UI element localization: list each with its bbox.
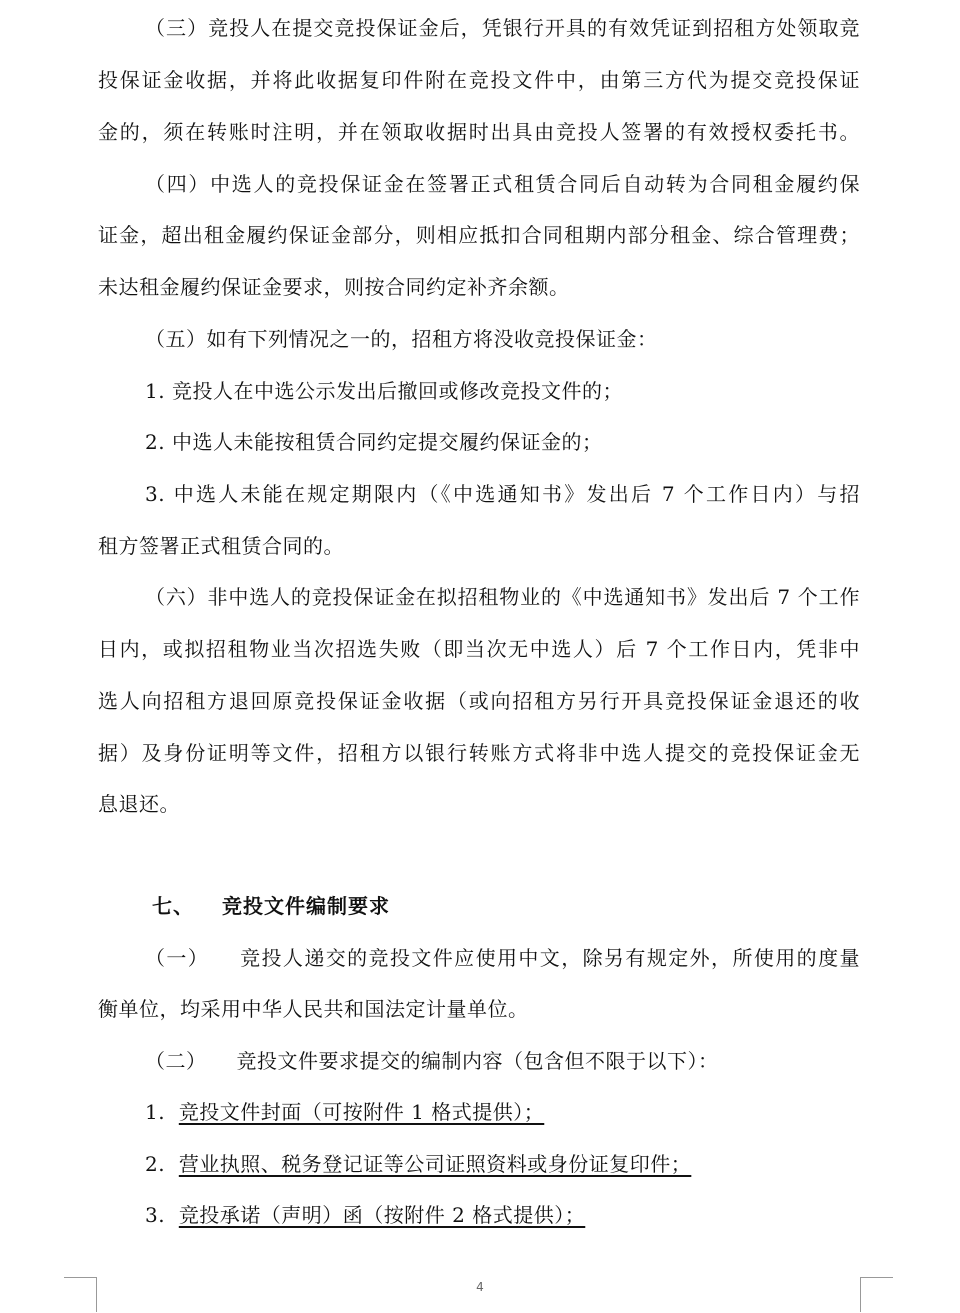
paragraph-line: 金的，须在转账时注明，并在领取收据时出具由竞投人签署的有效授权委托书。 (98, 120, 860, 144)
list-number: 1. (145, 1100, 166, 1124)
list-item (145, 1202, 860, 1228)
item-text: 竞投人递交的竞投文件应使用中文，除另有规定外，所使用的度量 (239, 946, 860, 970)
list-item: 1. 竞投人在中选公示发出后撤回或修改竞投文件的； (145, 379, 623, 403)
paragraph-line: 衡单位，均采用中华人民共和国法定计量单位。 (98, 997, 529, 1021)
paragraph-line: （三）竞投人在提交竞投保证金后，凭银行开具的有效凭证到招租方处领取竞 (145, 16, 860, 40)
paragraph-line (145, 945, 860, 971)
list-item: 租方签署正式租赁合同的。 (98, 534, 344, 558)
list-text: 竞投承诺（声明）函（按附件 2 格式提供）； (178, 1203, 586, 1227)
paragraph-line: 息退还。 (98, 792, 180, 816)
paragraph-line: （四）中选人的竞投保证金在签署正式租赁合同后自动转为合同租金履约保 (145, 172, 860, 196)
list-item: 3. 中选人未能在规定期限内（《中选通知书》发出后 7 个工作日内）与招 (145, 482, 860, 506)
paragraph-line: 据）及身份证明等文件，招租方以银行转账方式将非中选人提交的竞投保证金无 (98, 741, 860, 765)
paragraph-line: 选人向招租方退回原竞投保证金收据（或向招租方另行开具竞投保证金退还的收 (98, 689, 860, 713)
list-item (145, 1151, 860, 1177)
paragraph-line: 证金，超出租金履约保证金部分，则相应抵扣合同租期内部分租金、综合管理费； (98, 223, 860, 247)
section-title: 竞投文件编制要求 (222, 894, 390, 918)
section-heading (152, 893, 390, 919)
list-text: 竞投文件封面（可按附件 1 格式提供）； (178, 1100, 545, 1124)
list-number: 2. (145, 1152, 166, 1176)
item-label: （一） (145, 946, 210, 970)
item-text: 竞投文件要求提交的编制内容（包含但不限于以下）： (236, 1049, 719, 1073)
list-text: 营业执照、税务登记证等公司证照资料或身份证复印件； (178, 1152, 692, 1176)
list-item: 2. 中选人未能按租赁合同约定提交履约保证金的； (145, 430, 603, 454)
paragraph-line: 未达租金履约保证金要求，则按合同约定补齐余额。 (98, 275, 570, 299)
page-number: 4 (476, 1280, 484, 1294)
list-item (145, 1099, 860, 1125)
section-number: 七、 (152, 894, 194, 918)
list-number: 3. (145, 1203, 166, 1227)
paragraph-line: 投保证金收据，并将此收据复印件附在竞投文件中，由第三方代为提交竞投保证 (98, 68, 860, 92)
paragraph-line: （六）非中选人的竞投保证金在拟招租物业的《中选通知书》发出后 7 个工作 (145, 585, 860, 609)
item-label: （二） (145, 1049, 207, 1073)
paragraph-line (145, 1048, 860, 1074)
paragraph-line: （五）如有下列情况之一的，招租方将没收竞投保证金： (145, 327, 658, 351)
paragraph-line: 日内，或拟招租物业当次招选失败（即当次无中选人）后 7 个工作日内，凭非中 (98, 637, 860, 661)
